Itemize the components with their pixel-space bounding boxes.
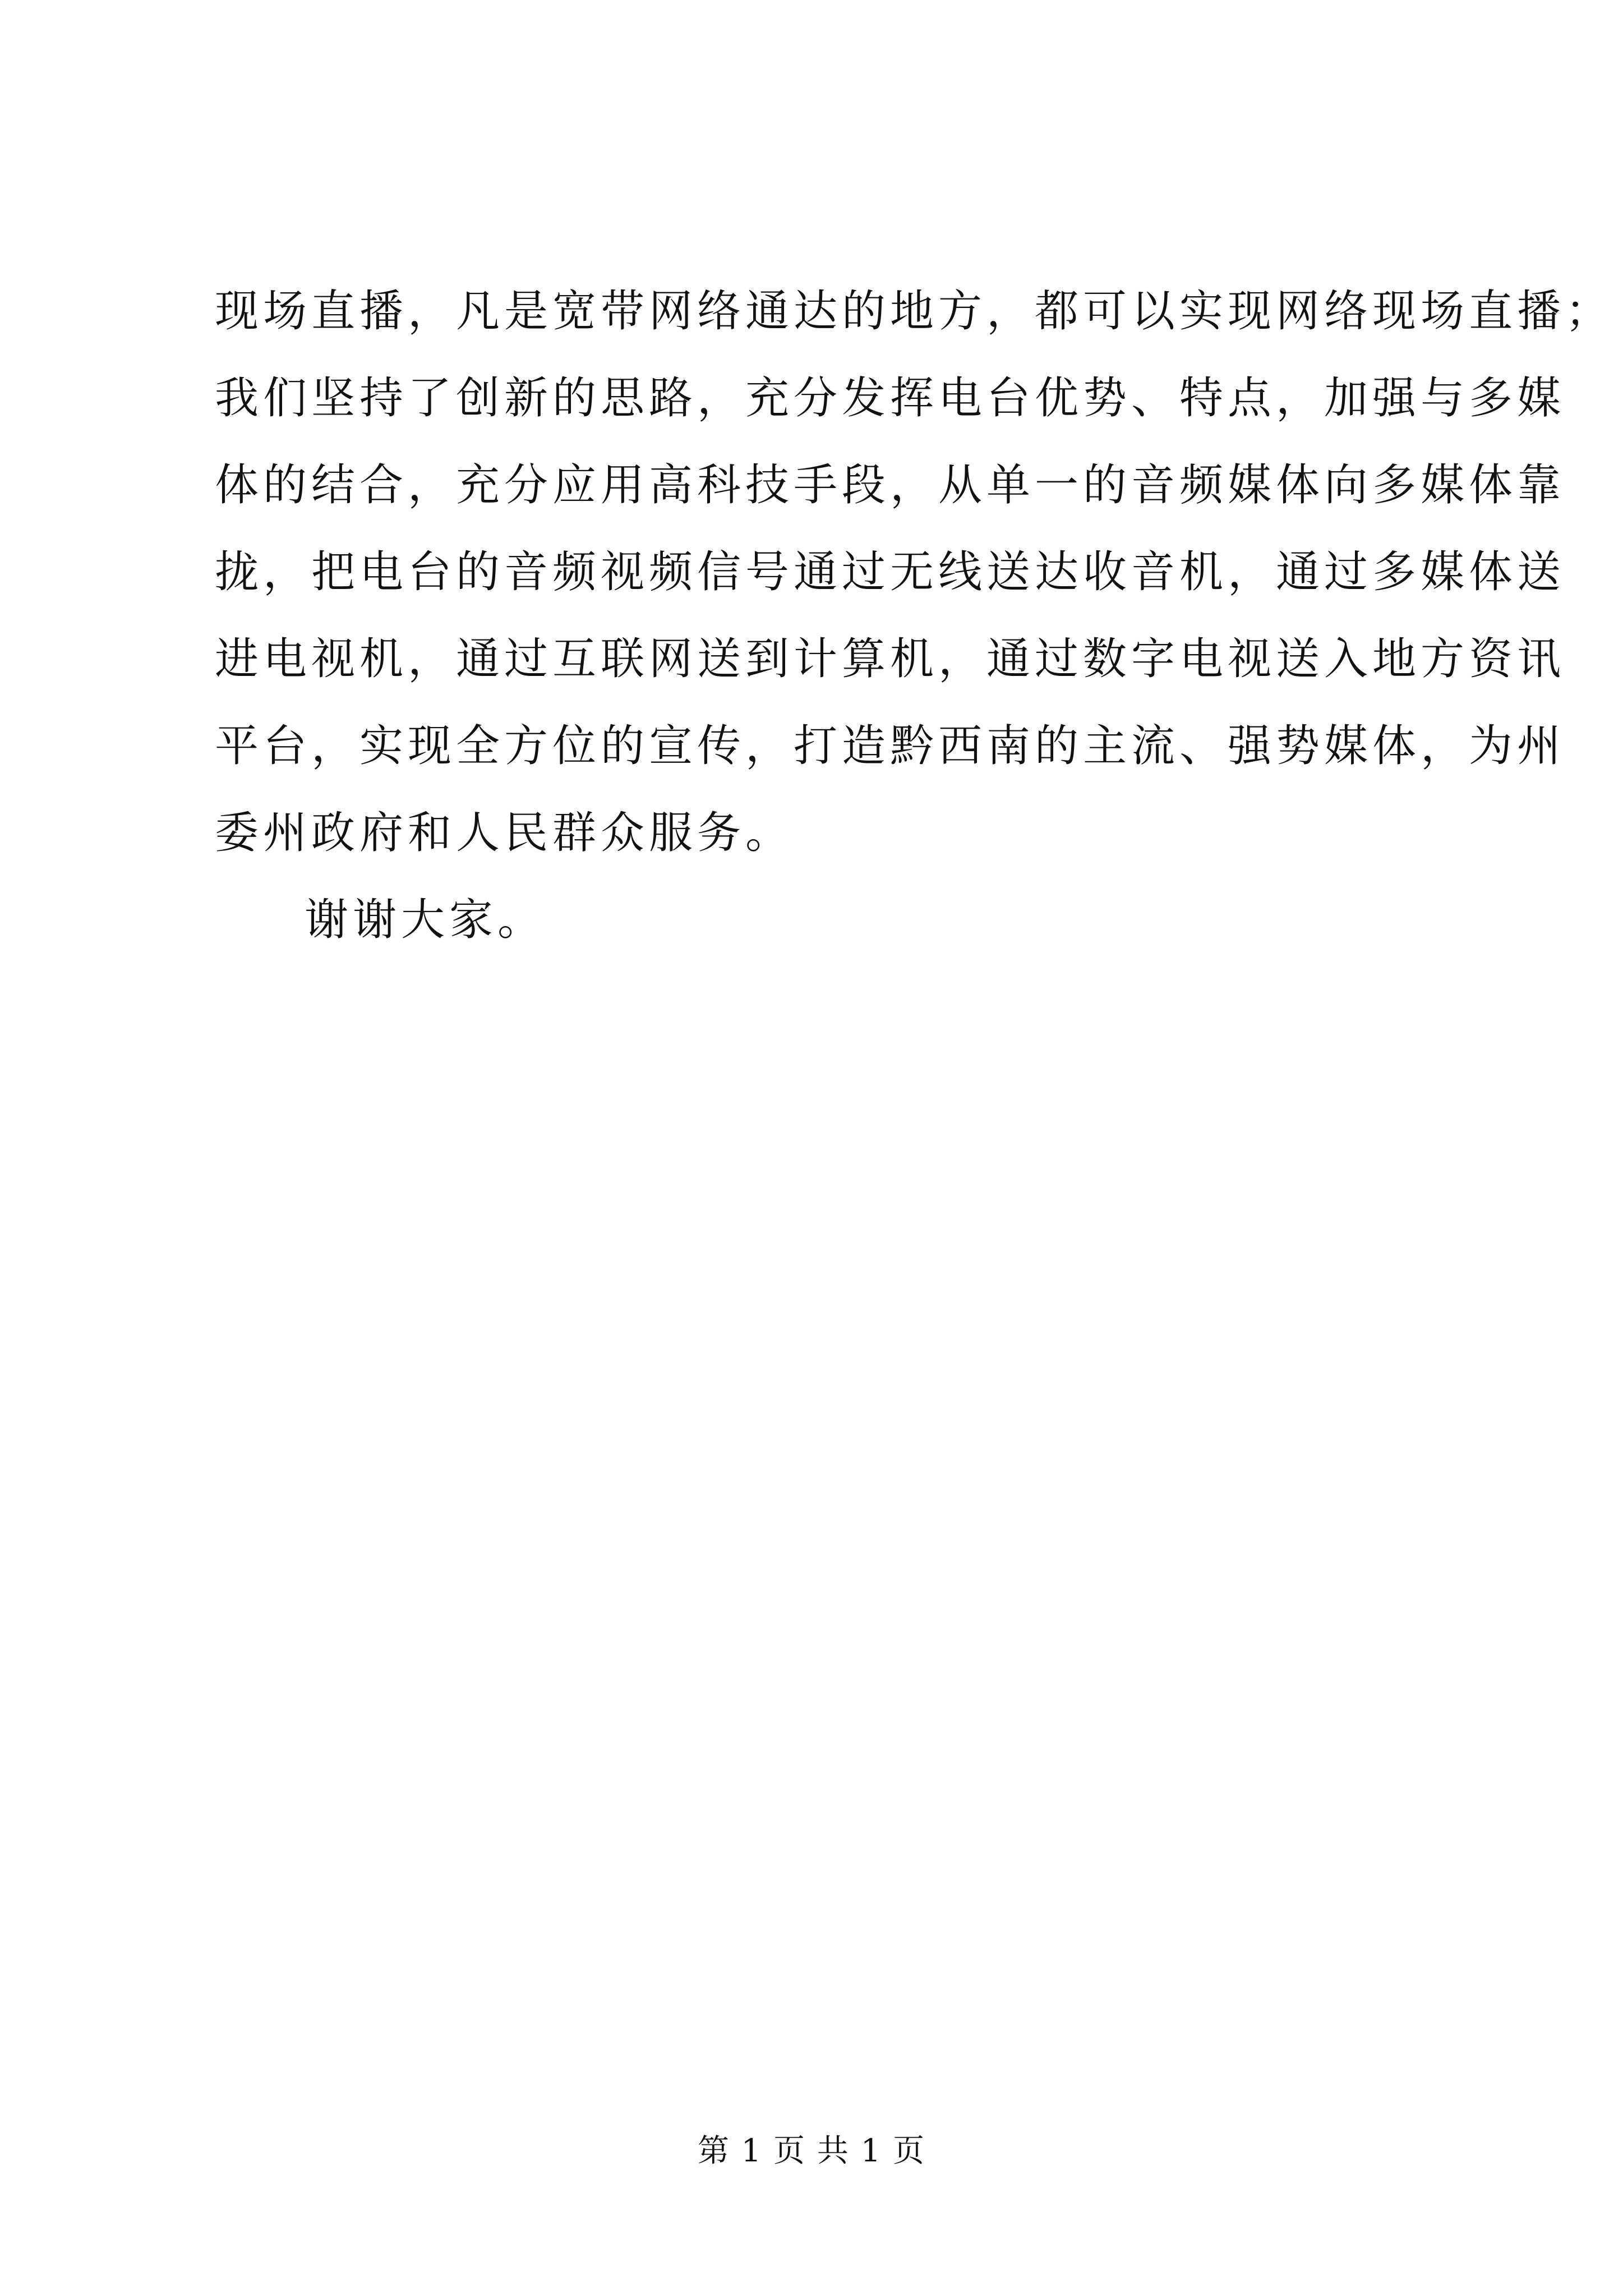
paragraph-line: 平台，实现全方位的宣传，打造黔西南的主流、强势媒体，为州	[215, 721, 1566, 771]
closing-line: 谢谢大家。	[305, 895, 546, 945]
body-text	[215, 268, 1614, 964]
paragraph-line: 委州政府和人民群众服务。	[215, 808, 794, 858]
paragraph-line: 进电视机，通过互联网送到计算机，通过数字电视送入地方资讯	[215, 634, 1566, 684]
paragraph-line: 我们坚持了创新的思路，充分发挥电台优势、特点，加强与多媒	[215, 373, 1566, 424]
paragraph-line: 拢，把电台的音频视频信号通过无线送达收音机，通过多媒体送	[215, 547, 1566, 597]
page-number-footer: 第 1 页 共 1 页	[697, 2133, 926, 2169]
paragraph-line: 体的结合，充分应用高科技手段，从单一的音频媒体向多媒体靠	[215, 460, 1566, 510]
paragraph-line: 现场直播，凡是宽带网络通达的地方，都可以实现网络现场直播；	[215, 286, 1614, 337]
